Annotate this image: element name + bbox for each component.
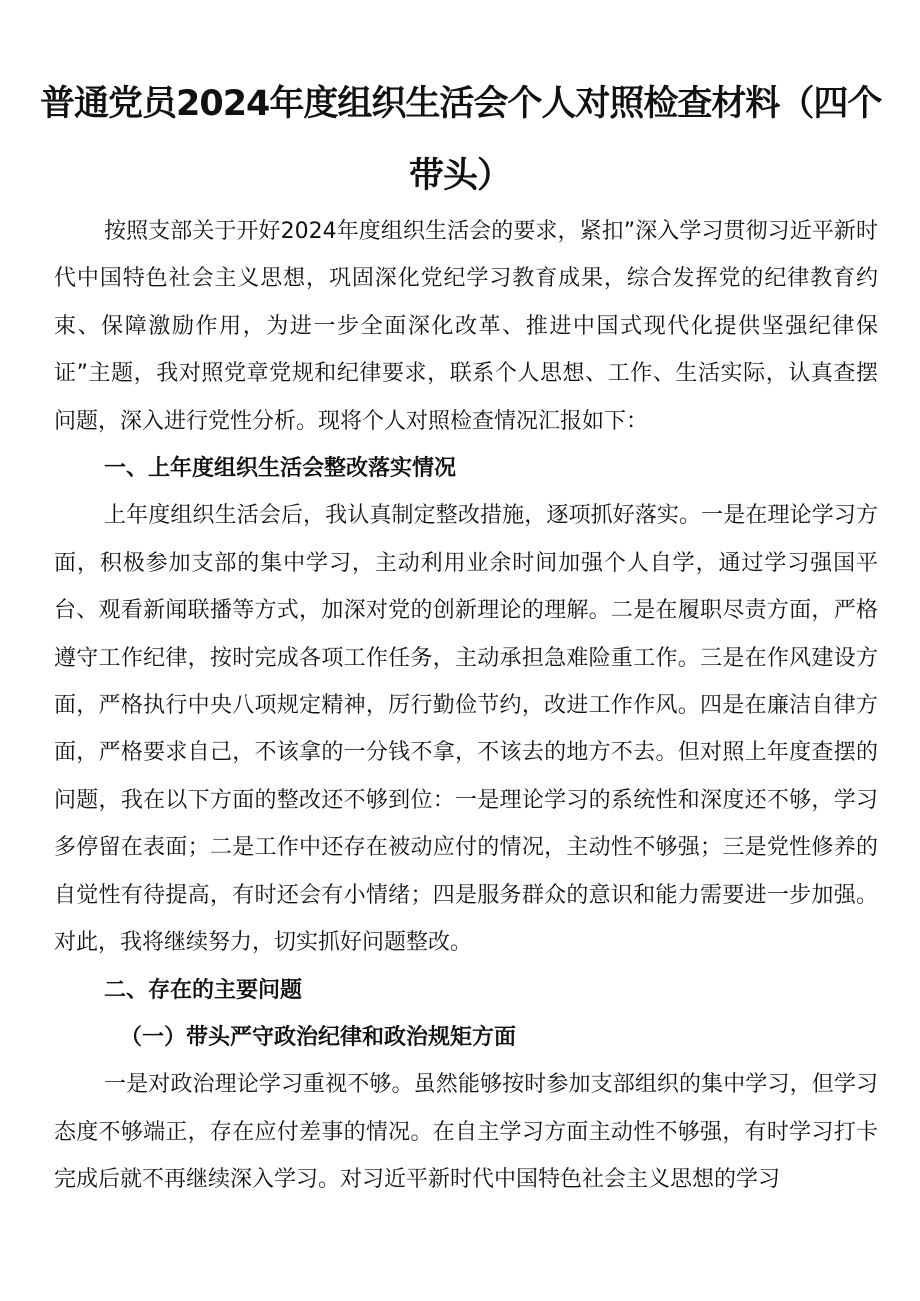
subsection-1-paragraph: 一是对政治理论学习重视不够。虽然能够按时参加支部组织的集中学习，但学习态度不够端正，存在应付差事的情况。在自主学习方面主动性不够强，有时学习打卡完成后就不再继续深入学习。对习近平新时代中国特色社会主义思想的学习 (54, 1072, 878, 1193)
document-body (54, 208, 878, 1204)
section-1-heading: 一、上年度组织生活会整改落实情况 (104, 456, 457, 482)
document-title-line-1: 普通党员2024年度组织生活会个人对照检查材料（四个 (40, 84, 882, 124)
intro-paragraph: 按照支部关于开好2024年度组织生活会的要求，紧扣”深入学习贯彻习近平新时代中国特色社会主义思想，巩固深化党纪学习教育成果，综合发挥党的纪律教育约束、保障激励作用，为进一步全面深化改革、推进中国式现代化提供坚强纪律保证”主题，我对照党章党规和纪律要求，联系个人思想、工作、生活实际，认真查摆问题，深入进行党性分析。现将个人对照检查情况汇报如下： (54, 219, 878, 434)
section-2-heading: 二、存在的主要问题 (104, 977, 303, 1003)
subsection-1-heading: （一）带头严守政治纪律和政治规矩方面 (120, 1024, 517, 1050)
section-1-paragraph: 上年度组织生活会后，我认真制定整改措施，逐项抓好落实。一是在理论学习方面，积极参加支部的集中学习，主动利用业余时间加强个人自学，通过学习强国平台、观看新闻联播等方式，加深对党的创新理论的理解。二是在履职尽责方面，严格遵守工作纪律，按时完成各项工作任务，主动承担急难险重工作。三是在作风建设方面，严格执行中央八项规定精神，厉行勤俭节约，改进工作作风。四是在廉洁自律方面，严格要求自己，不该拿的一分钱不拿，不该去的地方不去。但对照上年度查摆的问题，我在以下方面的整改还不够到位：一是理论学习的系统性和深度还不够，学习多停留在表面；二是工作中还存在被动应付的情况，主动性不够强；三是党性修养的自觉性有待提高，有时还会有小情绪；四是服务群众的意识和能力需要进一步加强。对此，我将继续努力，切实抓好问题整改。 (54, 503, 878, 956)
document-title-line-2: 带头） (408, 156, 511, 196)
